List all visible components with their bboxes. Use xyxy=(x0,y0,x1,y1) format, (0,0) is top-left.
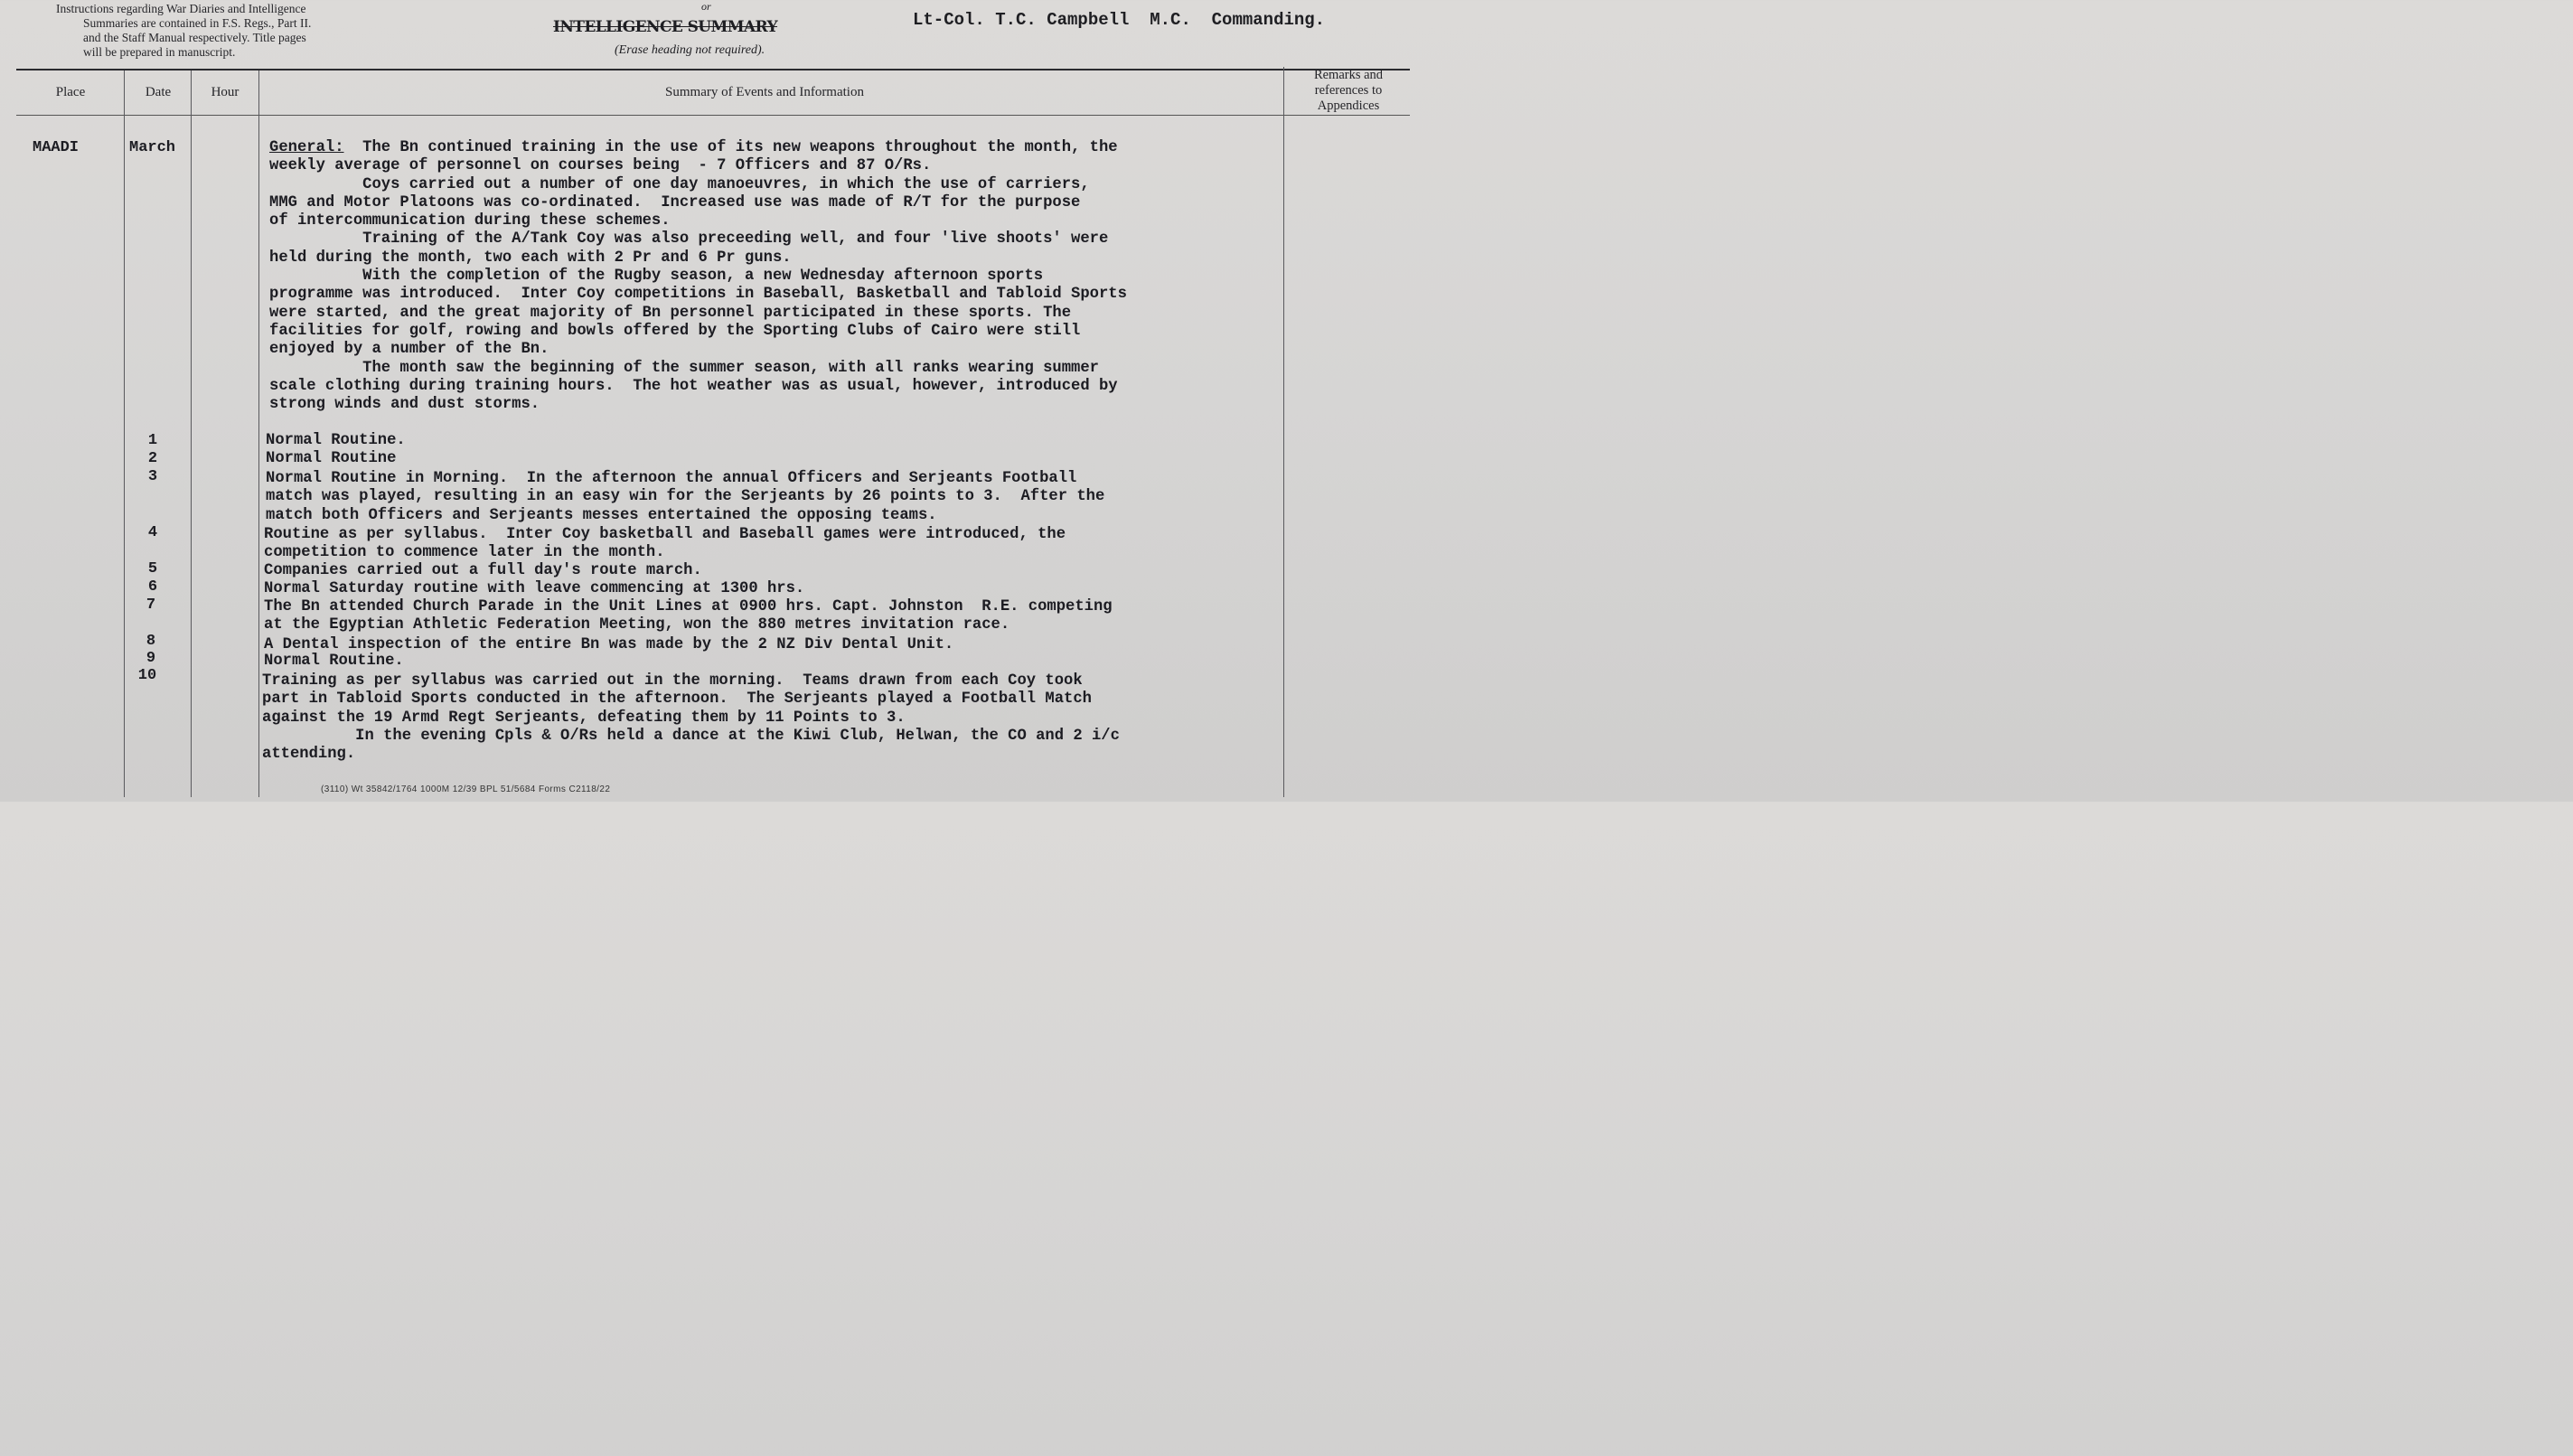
day-number: 7 xyxy=(146,596,156,614)
form-heading: INTELLIGENCE SUMMARY xyxy=(553,18,778,36)
column-header-place: Place xyxy=(55,85,86,99)
day-entry xyxy=(264,598,1113,635)
day-entry xyxy=(266,450,396,468)
summary-line: The month saw the beginning of the summer season, with all ranks wearing summer xyxy=(269,359,1099,377)
erase-note: (Erase heading not required). xyxy=(615,43,765,57)
day-number: 5 xyxy=(147,560,158,578)
column-header-hour: Hour xyxy=(211,85,239,99)
instruction-line: will be prepared in manuscript. xyxy=(83,45,236,59)
entry-line: Companies carried out a full day's route march. xyxy=(264,562,702,579)
day-number: 6 xyxy=(147,578,158,596)
column-divider xyxy=(258,70,259,797)
entry-line: part in Tabloid Sports conducted in the afternoon. The Serjeants played a Football Match xyxy=(262,690,1092,709)
instruction-line: Summaries are contained in F.S. Regs., Part II. xyxy=(83,16,312,30)
day-entry xyxy=(266,432,406,450)
day-entry xyxy=(264,562,702,580)
entry-line: match was played, resulting in an easy win for the Serjeants by 26 points to 3. After the xyxy=(266,488,1105,506)
commanding-officer: Lt-Col. T.C. Campbell M.C. Commanding. xyxy=(913,10,1326,30)
column-header-remarks xyxy=(1287,68,1410,114)
day-entry xyxy=(264,580,804,598)
entry-line: The Bn attended Church Parade in the Unit Lines at 0900 hrs. Capt. Johnston R.E. competing xyxy=(264,598,1113,615)
entry-line: attending. xyxy=(262,746,356,764)
summary-line: strong winds and dust storms. xyxy=(269,396,540,414)
day-number: 10 xyxy=(137,667,157,684)
day-entry xyxy=(262,672,1120,764)
month-cell: March xyxy=(129,139,176,156)
summary-line: The Bn continued training in the use of its new weapons throughout the month, the xyxy=(343,139,1118,156)
column-header-summary: Summary of Events and Information xyxy=(665,85,864,99)
entry-line: Routine as per syllabus. Inter Coy basketball and Baseball games were introduced, the xyxy=(264,526,1066,543)
printer-imprint: (3110) Wt 35842/1764 1000M 12/39 BPL 51/5684 Forms C2118/22 xyxy=(321,784,611,794)
day-entry xyxy=(266,470,1104,525)
table-header-rule xyxy=(16,115,1410,116)
summary-line: held during the month, two each with 2 Pr and 6 Pr guns. xyxy=(269,249,792,267)
summary-line: of intercommunication during these schemes. xyxy=(269,212,671,230)
entry-line: match both Officers and Serjeants messes entertained the opposing teams. xyxy=(266,506,937,524)
summary-line: Coys carried out a number of one day manoeuvres, in which the use of carriers, xyxy=(269,175,1090,193)
column-divider xyxy=(191,70,192,797)
entry-line: Normal Saturday routine with leave commencing at 1300 hrs. xyxy=(264,580,805,597)
summary-line: weekly average of personnel on courses being - 7 Officers and 87 O/Rs. xyxy=(269,157,932,175)
or-word: or xyxy=(701,0,711,13)
instruction-line: Instructions regarding War Diaries and Intelligence xyxy=(56,2,306,15)
entry-line: at the Egyptian Athletic Federation Meeting, won the 880 metres invitation race. xyxy=(264,616,1010,634)
general-summary xyxy=(269,139,1127,414)
entry-line: Normal Routine. xyxy=(264,653,404,670)
day-number: 4 xyxy=(147,524,158,541)
summary-line: facilities for golf, rowing and bowls offered by the Sporting Clubs of Cairo were still xyxy=(269,322,1081,340)
entry-line: Normal Routine xyxy=(266,450,397,467)
form-instructions xyxy=(56,2,418,60)
entry-line: Training as per syllabus was carried out in the morning. Teams drawn from each Coy took xyxy=(262,672,1083,690)
table-top-rule xyxy=(16,69,1410,70)
day-entry xyxy=(264,526,1066,563)
day-number: 1 xyxy=(147,432,158,449)
summary-line: were started, and the great majority of Bn personnel participated in these sports. The xyxy=(269,304,1072,322)
column-divider xyxy=(1283,67,1284,797)
place-cell: MAADI xyxy=(33,139,80,156)
summary-line: enjoyed by a number of the Bn. xyxy=(269,341,549,359)
summary-line: scale clothing during training hours. The hot weather was as usual, however, introduced by xyxy=(269,377,1118,395)
summary-line: programme was introduced. Inter Coy competitions in Baseball, Basketball and Tabloid Sports xyxy=(269,286,1127,304)
day-number: 3 xyxy=(147,468,158,485)
entry-line: Normal Routine. xyxy=(266,432,406,449)
entry-line: Normal Routine in Morning. In the afternoon the annual Officers and Serjeants Football xyxy=(266,470,1077,487)
instruction-line: and the Staff Manual respectively. Title pages xyxy=(83,31,306,44)
summary-line: MMG and Motor Platoons was co-ordinated. Increased use was made of R/T for the purpose xyxy=(269,193,1081,211)
entry-line: In the evening Cpls & O/Rs held a dance at the Kiwi Club, Helwan, the CO and 2 i/c xyxy=(262,727,1120,745)
remarks-header-line: Remarks and xyxy=(1313,68,1384,82)
entry-line: competition to commence later in the month. xyxy=(264,544,665,562)
remarks-header-line: references to xyxy=(1314,83,1383,98)
remarks-header-line: Appendices xyxy=(1317,99,1380,113)
column-header-date: Date xyxy=(145,85,172,99)
summary-line: Training of the A/Tank Coy was also preceeding well, and four 'live shoots' were xyxy=(269,230,1109,249)
column-divider xyxy=(124,70,125,797)
entry-line: A Dental inspection of the entire Bn was made by the 2 NZ Div Dental Unit. xyxy=(264,636,954,653)
day-entry xyxy=(264,653,404,671)
day-number: 8 xyxy=(146,633,156,650)
summary-line: With the completion of the Rugby season, a new Wednesday afternoon sports xyxy=(269,268,1044,286)
general-label: General: xyxy=(269,139,344,156)
day-number: 9 xyxy=(146,650,156,667)
day-number: 2 xyxy=(147,450,158,467)
entry-line: against the 19 Armd Regt Serjeants, defeating them by 11 Points to 3. xyxy=(262,709,906,727)
